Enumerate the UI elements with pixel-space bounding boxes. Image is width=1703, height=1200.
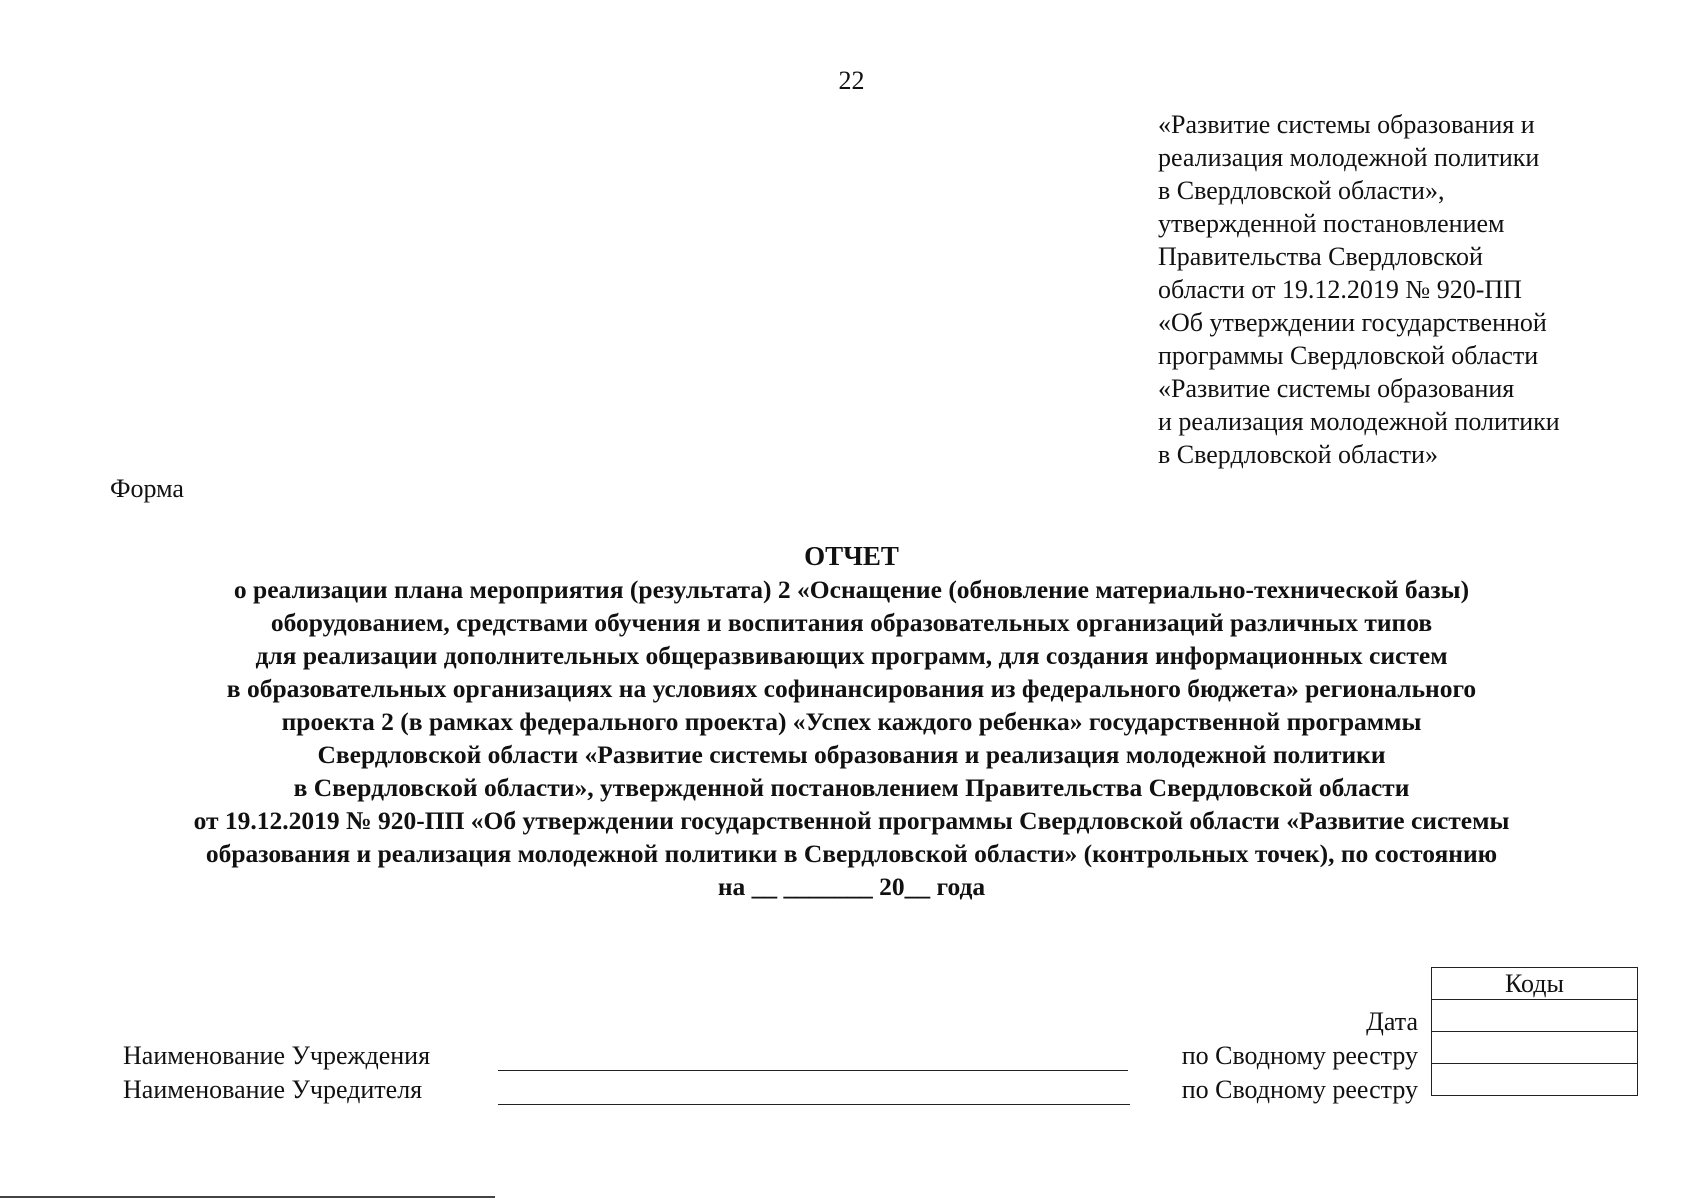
date-label: Дата (1366, 1007, 1418, 1036)
report-line: проекта 2 (в рамках федерального проекта) «Успех каждого ребенка» государственной программы (281, 707, 1422, 736)
form-label: Форма (110, 474, 184, 503)
report-line: для реализации дополнительных общеразвивающих программ, для создания информационных систем (255, 641, 1448, 670)
codes-labels (1182, 1005, 1418, 1107)
institution-registry-code-cell[interactable] (1432, 1032, 1638, 1064)
founder-fill-line[interactable] (498, 1104, 1130, 1105)
report-line: о реализации плана мероприятия (результата) 2 «Оснащение (обновление материально-технической базы) (233, 575, 1470, 604)
approval-line: реализация молодежной политики (1158, 143, 1540, 172)
founder-label: Наименование Учредителя (123, 1075, 423, 1104)
report-date-line: на __ _______ 20__ года (717, 872, 986, 901)
report-title: ОТЧЕТ (804, 541, 899, 571)
approval-line: «Развитие системы образования и (1158, 110, 1535, 139)
approval-line: «Об утверждении государственной (1158, 308, 1547, 337)
page-number: 22 (838, 66, 865, 95)
approval-line: «Развитие системы образования (1158, 374, 1515, 403)
report-line: образования и реализация молодежной политики в Свердловской области» (контрольных точек), по состоянию (205, 839, 1498, 868)
approval-line: утвержденной постановлением (1158, 209, 1505, 238)
codes-table (1431, 967, 1638, 1096)
report-line: от 19.12.2019 № 920-ПП «Об утверждении государственной программы Свердловской области «Развитие системы (193, 806, 1510, 835)
approval-block (1158, 108, 1678, 471)
approval-line: в Свердловской области», (1158, 176, 1445, 205)
approval-line: программы Свердловской области (1158, 341, 1539, 370)
approval-line: и реализация молодежной политики (1158, 407, 1560, 436)
approval-line: Правительства Свердловской (1158, 242, 1483, 271)
footer-rule (0, 1196, 495, 1198)
requisites-labels (123, 1039, 430, 1107)
report-line: оборудованием, средствами обучения и воспитания образовательных организаций различных типов (270, 608, 1433, 637)
approval-line: области от 19.12.2019 № 920-ПП (1158, 275, 1522, 304)
registry-label: по Сводному реестру (1181, 1041, 1418, 1070)
date-code-cell[interactable] (1432, 1000, 1638, 1032)
report-line: в образовательных организациях на условиях софинансирования из федерального бюджета» регионального (226, 674, 1477, 703)
report-line: Свердловской области «Развитие системы образования и реализация молодежной политики (317, 740, 1386, 769)
registry-label: по Сводному реестру (1181, 1075, 1418, 1104)
institution-fill-line[interactable] (498, 1070, 1128, 1071)
codes-header: Коды (1432, 968, 1638, 1000)
report-line: в Свердловской области», утвержденной постановлением Правительства Свердловской области (293, 773, 1410, 802)
report-heading (0, 540, 1703, 903)
approval-line: в Свердловской области» (1158, 440, 1438, 469)
founder-registry-code-cell[interactable] (1432, 1064, 1638, 1096)
institution-label: Наименование Учреждения (123, 1041, 431, 1070)
